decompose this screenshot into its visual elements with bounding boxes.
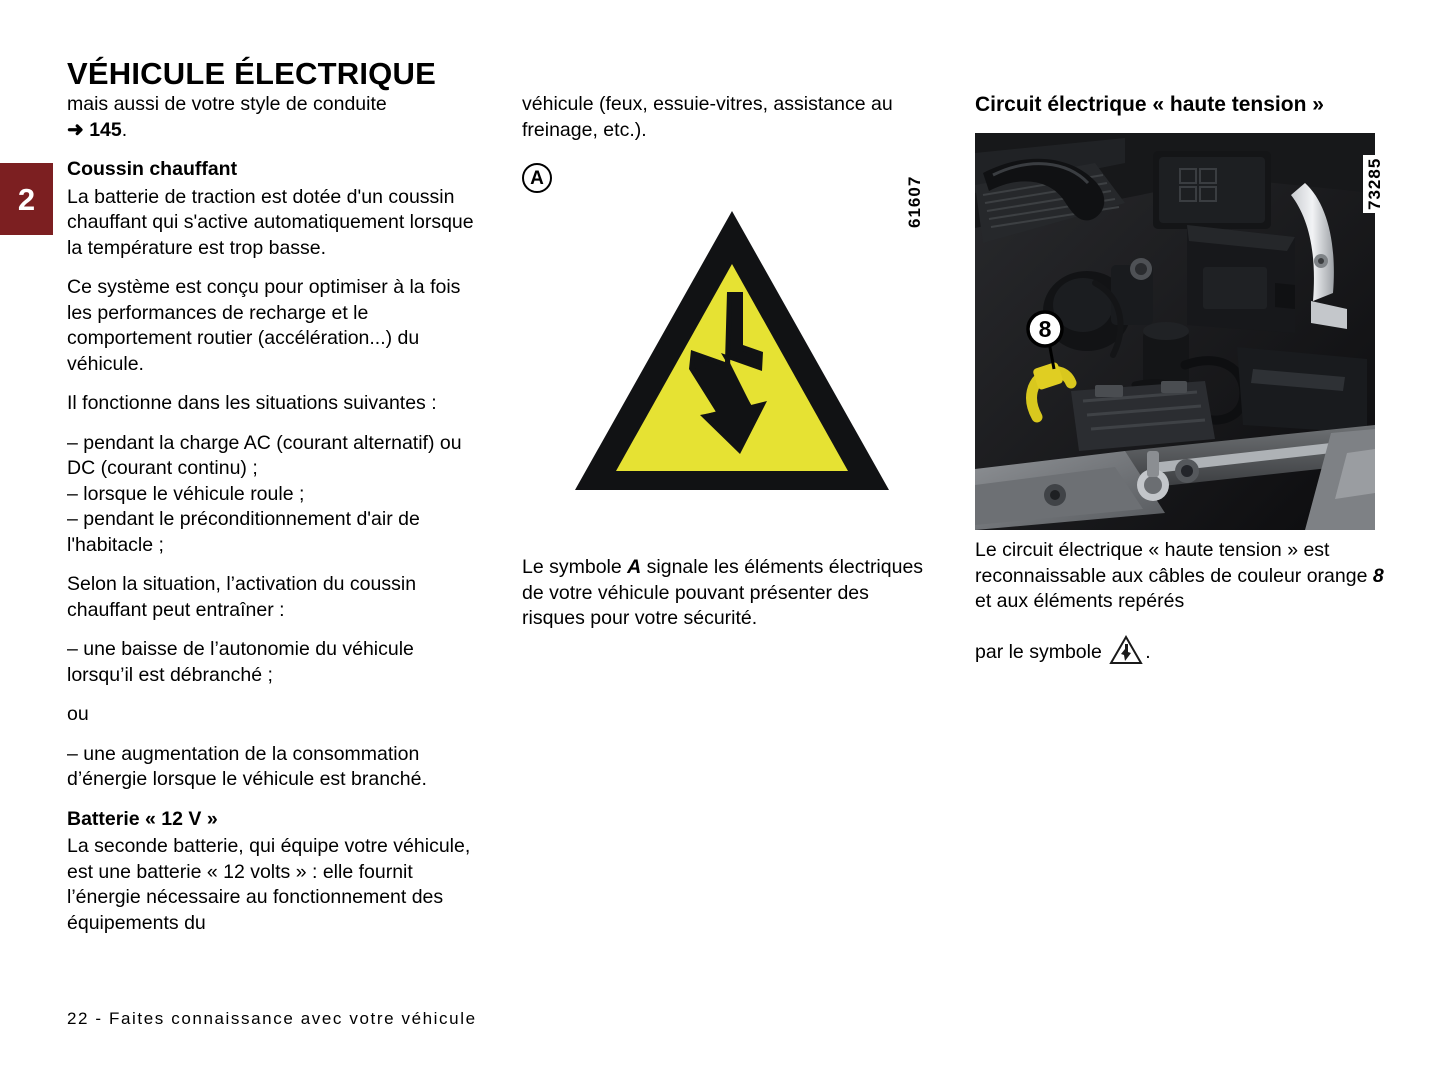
paragraph-ou: ou [67,703,89,725]
chapter-tab [0,163,53,235]
column-2 [522,92,932,157]
paragraph-coussin-1: La batterie de traction est dotée d'un coussin chauffant qui s'active automatiquement lorsque la température est trop basse. [67,185,474,259]
triangle-caption-block [522,555,934,646]
high-voltage-warning-triangle-icon [573,209,891,492]
paragraph-continuation: véhicule (feux, essuie-vitres, assistance au freinage, etc.). [522,93,893,141]
heading-batterie-12v: Batterie « 12 V » [67,807,218,830]
intro-paragraph [67,92,477,143]
intro-page-ref: 145 [89,118,122,141]
circuit-caption-period: . [1145,640,1151,663]
svg-text:8: 8 [1038,316,1052,342]
page-ref-arrow-icon: ➜ [67,118,84,141]
small-high-voltage-triangle-icon [1109,635,1143,673]
circuit-caption [975,538,1385,615]
heading-coussin-chauffant: Coussin chauffant [67,158,238,180]
page-footer: 22 - Faites connaissance avec votre véhicule [67,1009,477,1028]
page-title: VÉHICULE ÉLECTRIQUE [67,55,436,91]
bullet-item-2: – lorsque le véhicule roule ; [67,482,305,505]
intro-period: . [121,118,128,141]
paragraph-selon-situation: Selon la situation, l’activation du coussin chauffant peut entraîner : [67,573,417,621]
engine-bay-photo [975,133,1375,530]
paragraph-coussin-3: Il fonctionne dans les situations suivantes : [67,392,437,414]
circuit-caption-part2: et aux éléments repérés [975,590,1185,612]
circuit-caption-line2 [975,635,1385,673]
caption-text-part1: Le symbole [522,556,628,578]
heading-circuit-haute-tension: Circuit électrique « haute tension » [975,93,1324,116]
caption-text-part2: signale les éléments électriques de votre véhicule pouvant présenter des risques pour votre sécurité. [522,556,924,629]
column3-caption-block [975,538,1385,686]
circuit-caption-line2-text: par le symbole [975,640,1102,663]
paragraph-coussin-2: Ce système est conçu pour optimiser à la fois les performances de recharge et le comportement routier (accélération...) du véhicule. [67,276,461,375]
bullet-item-5: – une augmentation de la consommation d’énergie lorsque le véhicule est branché. [67,742,427,790]
circled-a-icon: A [522,163,552,193]
triangle-caption [522,555,934,632]
column-3 [975,92,1377,128]
figure-reference-61607: 61607 [905,175,924,228]
symbol-a-marker [522,163,552,193]
caption-symbol-a: A [627,556,642,578]
paragraph-batterie: La seconde batterie, qui équipe votre véhicule, est une batterie « 12 volts » : elle fournit l’énergie nécessaire au fonctionnement des équipements du [67,835,471,934]
circuit-caption-symbol-8: 8 [1372,564,1384,587]
bullet-item-4: – une baisse de l’autonomie du véhicule lorsqu’il est débranché ; [67,638,414,686]
bullet-item-1: – pendant la charge AC (courant alternatif) ou DC (courant continu) ; [67,431,462,479]
intro-text: mais aussi de votre style de conduite [67,93,387,115]
figure-reference-73285: 73285 [1363,155,1387,213]
circuit-caption-part1: Le circuit électrique « haute tension » est reconnaissable aux câbles de couleur orange [975,539,1373,587]
column-1 [67,92,477,950]
bullet-item-3: – pendant le préconditionnement d'air de l'habitacle ; [67,508,420,556]
chapter-number: 2 [17,181,36,217]
